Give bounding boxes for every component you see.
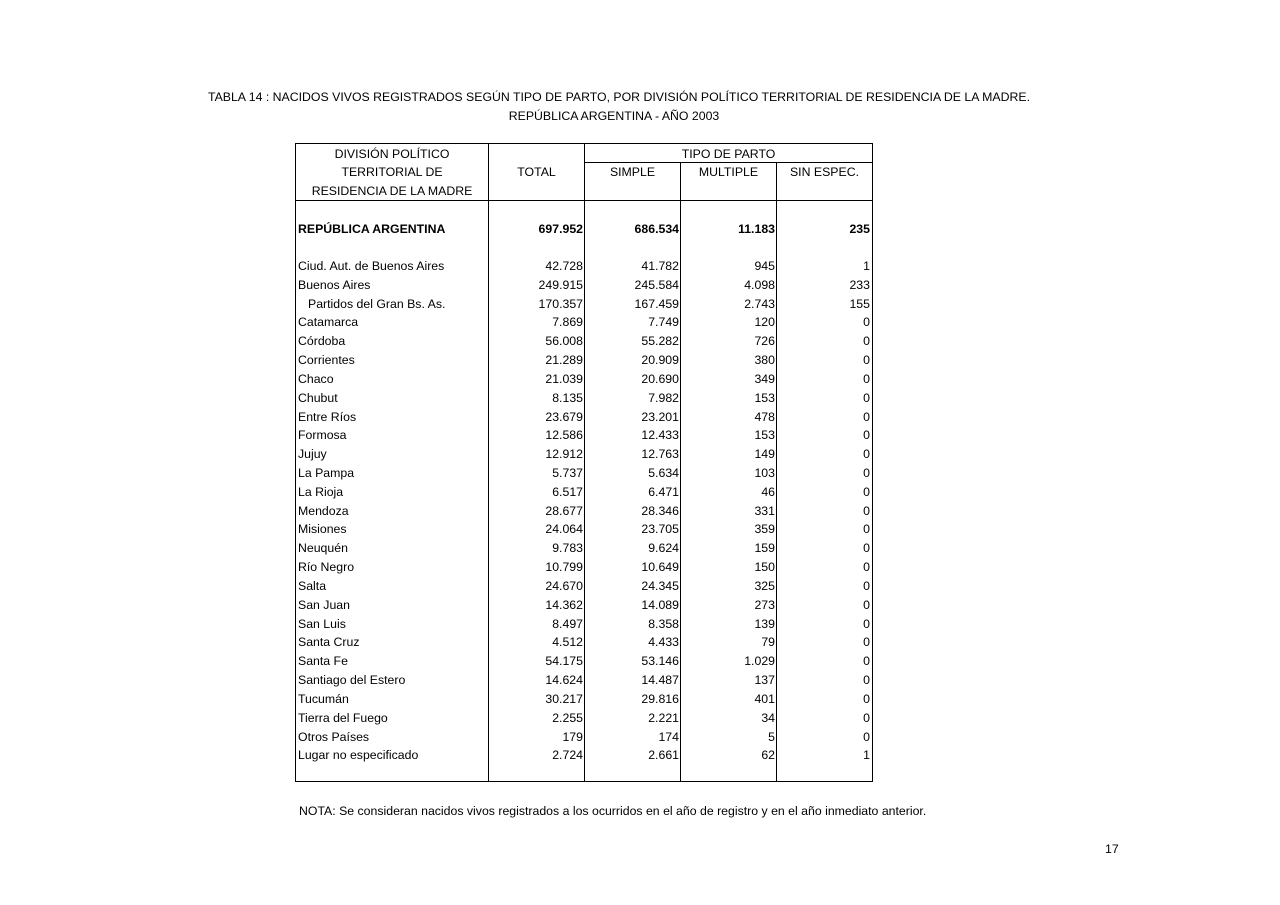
table-row: [296, 577, 872, 596]
row-sin-espec: 0: [863, 353, 870, 368]
row-simple: 55.282: [641, 334, 679, 349]
summary-simple: 686.534: [634, 222, 679, 236]
row-multiple: 726: [754, 334, 775, 349]
row-name: Misiones: [298, 522, 347, 537]
row-sin-espec: 0: [863, 466, 870, 481]
row-total: 12.912: [545, 447, 583, 462]
row-name: Tierra del Fuego: [298, 710, 388, 725]
table-row: [296, 351, 872, 370]
row-simple: 23.705: [641, 522, 679, 537]
row-sin-espec: 0: [863, 484, 870, 499]
row-sin-espec: 0: [863, 597, 870, 612]
row-multiple: 1.029: [744, 654, 775, 669]
row-multiple: 153: [754, 390, 775, 405]
row-total: 170.357: [538, 296, 583, 311]
row-simple: 7.982: [648, 390, 679, 405]
row-multiple: 79: [761, 635, 775, 650]
table-row: [296, 276, 872, 295]
header-division-line2: TERRITORIAL DE: [341, 165, 443, 179]
row-simple: 12.433: [641, 428, 679, 443]
row-simple: 23.201: [641, 409, 679, 424]
table-row: [296, 690, 872, 709]
summary-name: REPÚBLICA ARGENTINA: [298, 222, 446, 236]
row-total: 14.362: [545, 597, 583, 612]
row-multiple: 380: [754, 353, 775, 368]
row-sin-espec: 1: [863, 259, 870, 273]
row-total: 2.724: [552, 748, 583, 763]
row-name: Formosa: [298, 428, 347, 443]
row-simple: 7.749: [648, 315, 679, 330]
row-multiple: 159: [754, 541, 775, 556]
row-multiple: 34: [761, 710, 775, 725]
row-total: 5.737: [552, 466, 583, 481]
row-name: Ciud. Aut. de Buenos Aires: [298, 259, 445, 273]
row-sin-espec: 0: [863, 673, 870, 688]
row-multiple: 401: [754, 691, 775, 706]
row-multiple: 139: [754, 616, 775, 631]
row-total: 7.869: [552, 315, 583, 330]
row-name: Neuquén: [298, 541, 348, 556]
summary-row: [296, 220, 872, 239]
row-total: 14.624: [545, 673, 583, 688]
row-name: Santiago del Estero: [298, 673, 406, 688]
table-row: [296, 728, 872, 747]
table-row: [296, 652, 872, 671]
table-row: [296, 389, 872, 408]
row-simple: 5.634: [648, 466, 679, 481]
row-sin-espec: 0: [863, 334, 870, 349]
row-total: 2.255: [552, 710, 583, 725]
row-name: Entre Ríos: [298, 409, 357, 424]
row-simple: 245.584: [634, 277, 679, 292]
row-sin-espec: 0: [863, 522, 870, 537]
row-total: 12.586: [545, 428, 583, 443]
table-row: [296, 596, 872, 615]
row-total: 21.039: [545, 371, 583, 386]
row-total: 30.217: [545, 691, 583, 706]
row-name: Salta: [298, 578, 327, 593]
row-sin-espec: 0: [863, 541, 870, 556]
summary-multiple: 11.183: [738, 222, 775, 236]
row-name: Córdoba: [298, 334, 346, 349]
row-multiple: 478: [754, 409, 775, 424]
row-simple: 53.146: [641, 654, 679, 669]
row-simple: 20.909: [641, 353, 679, 368]
table-row: [296, 502, 872, 521]
row-sin-espec: 0: [863, 560, 870, 575]
row-name: San Juan: [298, 597, 350, 612]
row-name: Chaco: [298, 371, 334, 386]
header-sin-espec: SIN ESPEC.: [789, 165, 860, 179]
table-title: TABLA 14 : NACIDOS VIVOS REGISTRADOS SEGÚN TIPO DE PARTO, POR DIVISIÓN POLÍTICO TERRITORIAL DE RESIDENCIA DE LA MADRE.: [207, 90, 1031, 104]
row-sin-espec: 233: [849, 277, 870, 292]
row-multiple: 137: [754, 673, 775, 688]
row-total: 179: [562, 729, 583, 744]
table-row: [296, 539, 872, 558]
row-multiple: 2.743: [744, 296, 775, 311]
row-name: La Pampa: [298, 466, 355, 481]
page-number: 17: [1105, 842, 1119, 856]
row-name: Lugar no especificado: [298, 748, 419, 763]
row-name: Otros Países: [298, 729, 370, 744]
row-sin-espec: 0: [863, 371, 870, 386]
row-total: 42.728: [545, 259, 583, 273]
row-simple: 41.782: [641, 259, 679, 273]
header-tipo-de-parto: TIPO DE PARTO: [681, 147, 776, 161]
header-simple: SIMPLE: [609, 165, 656, 179]
row-sin-espec: 0: [863, 616, 870, 631]
row-sin-espec: 0: [863, 428, 870, 443]
row-simple: 20.690: [641, 371, 679, 386]
row-name: San Luis: [298, 616, 346, 631]
row-multiple: 325: [754, 578, 775, 593]
row-total: 24.670: [545, 578, 583, 593]
row-sin-espec: 0: [863, 447, 870, 462]
row-name: Jujuy: [298, 447, 327, 462]
row-name: Buenos Aires: [298, 277, 371, 292]
row-sin-espec: 0: [863, 578, 870, 593]
row-multiple: 149: [754, 447, 775, 462]
row-total: 9.783: [552, 541, 583, 556]
row-simple: 6.471: [648, 484, 679, 499]
table-row: [296, 295, 872, 314]
row-multiple: 5: [768, 729, 775, 744]
table-row: [296, 408, 872, 427]
row-simple: 174: [658, 729, 679, 744]
table-row: [296, 257, 872, 276]
row-total: 8.135: [552, 390, 583, 405]
header-subdivider: [584, 162, 872, 163]
row-simple: 10.649: [641, 560, 679, 575]
row-multiple: 153: [754, 428, 775, 443]
row-simple: 14.487: [641, 673, 679, 688]
row-sin-espec: 0: [863, 409, 870, 424]
row-simple: 167.459: [634, 296, 679, 311]
row-multiple: 103: [754, 466, 775, 481]
row-sin-espec: 0: [863, 710, 870, 725]
header-division-line3: RESIDENCIA DE LA MADRE: [311, 184, 473, 198]
row-simple: 12.763: [641, 447, 679, 462]
row-multiple: 46: [761, 484, 775, 499]
table-row: [296, 313, 872, 332]
row-simple: 24.345: [641, 578, 679, 593]
header-multiple: MULTIPLE: [698, 165, 759, 179]
row-total: 10.799: [545, 560, 583, 575]
row-sin-espec: 155: [849, 296, 870, 311]
row-simple: 28.346: [641, 503, 679, 518]
row-total: 21.289: [545, 353, 583, 368]
row-total: 23.679: [545, 409, 583, 424]
row-sin-espec: 0: [863, 654, 870, 669]
row-total: 24.064: [545, 522, 583, 537]
row-sin-espec: 0: [863, 390, 870, 405]
row-total: 8.497: [552, 616, 583, 631]
row-sin-espec: 1: [863, 748, 870, 763]
table-row: [296, 520, 872, 539]
table-row: [296, 746, 872, 765]
row-name: Corrientes: [298, 353, 355, 368]
row-simple: 8.358: [648, 616, 679, 631]
table-row: [296, 464, 872, 483]
table-row: [296, 483, 872, 502]
table-subtitle: REPÚBLICA ARGENTINA - AÑO 2003: [508, 109, 720, 123]
row-name: La Rioja: [298, 484, 344, 499]
row-total: 56.008: [545, 334, 583, 349]
row-name: Tucumán: [298, 691, 349, 706]
row-multiple: 349: [754, 371, 775, 386]
row-simple: 4.433: [648, 635, 679, 650]
row-total: 28.677: [545, 503, 583, 518]
header-division-line1: DIVISIÓN POLÍTICO: [334, 147, 450, 161]
row-name: Río Negro: [298, 560, 355, 575]
header-total: TOTAL: [517, 165, 556, 179]
row-total: 54.175: [545, 654, 583, 669]
row-simple: 14.089: [641, 597, 679, 612]
row-sin-espec: 0: [863, 315, 870, 330]
row-total: 4.512: [552, 635, 583, 650]
row-name: Catamarca: [298, 315, 359, 330]
row-name: Chubut: [298, 390, 338, 405]
row-simple: 2.221: [648, 710, 679, 725]
row-name: Mendoza: [298, 503, 349, 518]
row-multiple: 4.098: [744, 277, 775, 292]
table-row: [296, 332, 872, 351]
table-row: [296, 426, 872, 445]
row-simple: 29.816: [641, 691, 679, 706]
row-name: Partidos del Gran Bs. As.: [308, 296, 446, 311]
footnote: NOTA: Se consideran nacidos vivos registrados a los ocurridos en el año de registro y en el año inmediato anterior.: [299, 804, 927, 818]
row-multiple: 945: [754, 259, 775, 273]
data-table: [295, 143, 873, 782]
row-name: Santa Cruz: [298, 635, 360, 650]
header-bottom-border: [296, 200, 872, 201]
row-multiple: 120: [754, 315, 775, 330]
table-row: [296, 558, 872, 577]
row-multiple: 273: [754, 597, 775, 612]
row-simple: 9.624: [648, 541, 679, 556]
row-total: 249.915: [538, 277, 583, 292]
table-row: [296, 615, 872, 634]
row-multiple: 359: [754, 522, 775, 537]
table-row: [296, 633, 872, 652]
row-multiple: 150: [754, 560, 775, 575]
table-row: [296, 709, 872, 728]
row-total: 6.517: [552, 484, 583, 499]
table-row: [296, 370, 872, 389]
row-sin-espec: 0: [863, 635, 870, 650]
row-sin-espec: 0: [863, 729, 870, 744]
row-sin-espec: 0: [863, 503, 870, 518]
row-multiple: 331: [754, 503, 775, 518]
row-name: Santa Fe: [298, 654, 348, 669]
summary-total: 697.952: [538, 222, 583, 236]
summary-sin-espec: 235: [849, 222, 870, 236]
row-multiple: 62: [761, 748, 775, 763]
table-row: [296, 671, 872, 690]
row-sin-espec: 0: [863, 691, 870, 706]
table-row: [296, 445, 872, 464]
row-simple: 2.661: [648, 748, 679, 763]
